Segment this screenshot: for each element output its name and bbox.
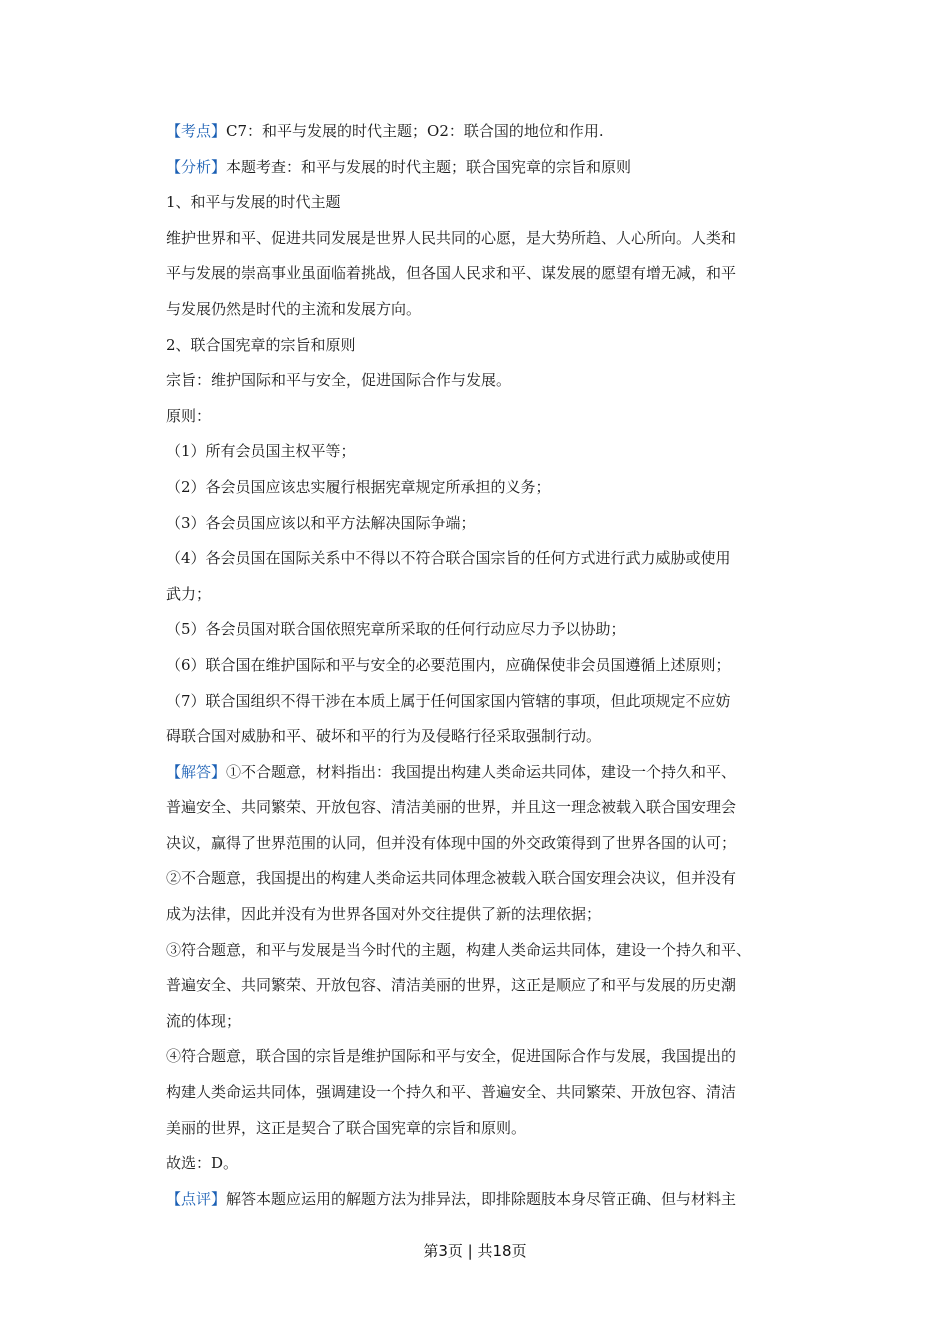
analysis-line: 1、和平与发展的时代主题 <box>166 193 341 212</box>
answer-line: ③符合题意，和平与发展是当今时代的主题，构建人类命运共同体，建设一个持久和平、 <box>166 940 752 959</box>
principle-line: （5）各会员国对联合国依照宪章所采取的任何行动应尽力予以协助； <box>166 620 626 639</box>
principle-line: 武力； <box>166 584 212 603</box>
answer-line: 决议，赢得了世界范围的认同，但并没有体现中国的外交政策得到了世界各国的认可； <box>166 833 737 852</box>
kaodian-line <box>166 114 808 150</box>
principle-line: （7）联合国组织不得干涉在本质上属于任何国家国内管辖的事项，但此项规定不应妨 <box>166 691 731 710</box>
kaodian-text: C7：和平与发展的时代主题；O2：联合国的地位和作用. <box>226 122 604 140</box>
fenxi-line <box>166 150 808 186</box>
principle-line: （1）所有会员国主权平等； <box>166 442 356 461</box>
analysis-line: 平与发展的崇高事业虽面临着挑战，但各国人民求和平、谋发展的愿望有增无减，和平 <box>166 264 737 283</box>
answer-line: 构建人类命运共同体，强调建设一个持久和平、普遍安全、共同繁荣、开放包容、清洁 <box>166 1083 737 1102</box>
kaodian-tag: 【考点】 <box>166 122 227 140</box>
principle-line: （2）各会员国应该忠实履行根据宪章规定所承担的义务； <box>166 477 551 496</box>
fenxi-text: 本题考查：和平与发展的时代主题；联合国宪章的宗旨和原则 <box>226 157 632 176</box>
answer-line: ②不合题意，我国提出的构建人类命运共同体理念被载入联合国安理会决议，但并没有 <box>166 869 737 888</box>
jieda-text: ①不合题意，材料指出：我国提出构建人类命运共同体，建设一个持久和平、 <box>226 762 737 781</box>
jieda-tag: 【解答】 <box>166 762 227 781</box>
fenxi-tag: 【分析】 <box>166 157 227 176</box>
answer-line: 普遍安全、共同繁荣、开放包容、清洁美丽的世界，这正是顺应了和平与发展的历史潮 <box>166 976 737 995</box>
dianping-line <box>166 1182 808 1218</box>
analysis-line: 与发展仍然是时代的主流和发展方向。 <box>166 299 422 318</box>
analysis-line: 原则： <box>166 406 212 425</box>
document-body <box>166 114 808 1217</box>
dianping-tag: 【点评】 <box>166 1189 227 1208</box>
dianping-text: 解答本题应运用的解题方法为排异法，即排除题肢本身尽管正确、但与材料主 <box>226 1189 737 1208</box>
answer-line: 流的体现； <box>166 1011 242 1030</box>
analysis-line: 维护世界和平、促进共同发展是世界人民共同的心愿，是大势所趋、人心所向。人类和 <box>166 228 737 247</box>
principle-line: （3）各会员国应该以和平方法解决国际争端； <box>166 513 476 532</box>
principle-line: （4）各会员国在国际关系中不得以不符合联合国宗旨的任何方式进行武力威胁或使用 <box>166 549 731 568</box>
analysis-line: 2、联合国宪章的宗旨和原则 <box>166 335 356 354</box>
answer-line: 成为法律，因此并没有为世界各国对外交往提供了新的法理依据； <box>166 905 602 924</box>
principle-line: 碍联合国对威胁和平、破坏和平的行为及侵略行径采取强制行动。 <box>166 727 602 746</box>
answer-line: 普遍安全、共同繁荣、开放包容、清洁美丽的世界，并且这一理念被载入联合国安理会 <box>166 798 737 817</box>
page-footer: 第3页 | 共18页 <box>423 1242 527 1260</box>
principle-line: （6）联合国在维护国际和平与安全的必要范围内，应确保使非会员国遵循上述原则； <box>166 655 731 674</box>
answer-choice-line: 故选：D。 <box>166 1154 239 1173</box>
analysis-line: 宗旨：维护国际和平与安全，促进国际合作与发展。 <box>166 371 512 390</box>
jieda-line <box>166 755 808 791</box>
answer-line: ④符合题意，联合国的宗旨是维护国际和平与安全，促进国际合作与发展，我国提出的 <box>166 1047 737 1066</box>
answer-line: 美丽的世界，这正是契合了联合国宪章的宗旨和原则。 <box>166 1118 527 1137</box>
